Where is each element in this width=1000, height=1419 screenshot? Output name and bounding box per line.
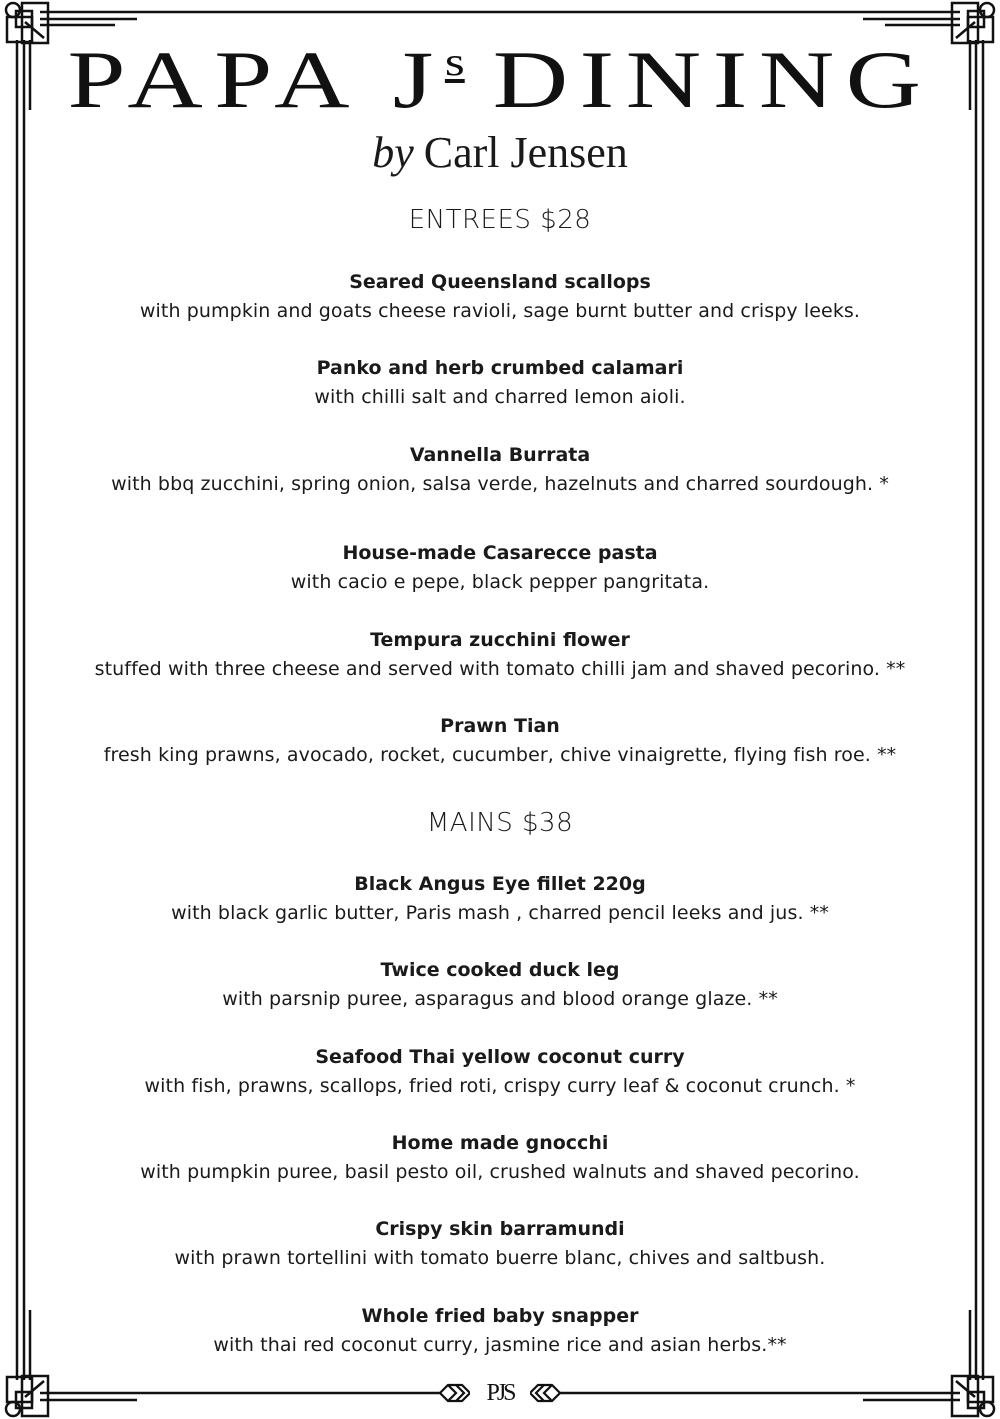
title-text: PAPA J <box>67 34 445 125</box>
menu-item <box>0 712 1000 770</box>
menu-item <box>0 354 1000 412</box>
dish-description: with pumpkin puree, basil pesto oil, crushed walnuts and shaved pecorino. <box>140 1161 860 1183</box>
menu-item <box>0 441 1000 499</box>
title-superscript: s <box>444 39 465 84</box>
menu-item <box>0 870 1000 928</box>
dish-description: with parsnip puree, asparagus and blood orange glaze. ** <box>222 988 778 1010</box>
footer-monogram: PJS <box>470 1379 530 1407</box>
dish-name: Whole fried baby snapper <box>361 1305 639 1327</box>
corner-ornament-bottom-left <box>6 1376 48 1416</box>
dish-name: Black Angus Eye fillet 220g <box>354 873 646 895</box>
corner-ornament-top-right <box>952 3 994 43</box>
dish-name: Crispy skin barramundi <box>375 1218 625 1240</box>
dish-description: with black garlic butter, Paris mash , charred pencil leeks and jus. ** <box>171 902 829 924</box>
menu-item <box>0 1215 1000 1273</box>
section-heading: MAINS $38 <box>426 808 574 838</box>
dish-name: Seafood Thai yellow coconut curry <box>315 1046 685 1068</box>
menu-item <box>0 539 1000 597</box>
chef-byline <box>0 128 1000 178</box>
menu-item <box>0 626 1000 684</box>
dish-name: Twice cooked duck leg <box>380 959 620 981</box>
dish-description: fresh king prawns, avocado, rocket, cucumber, chive vinaigrette, flying fish roe. ** <box>103 744 897 766</box>
title-text-end: DINING <box>492 34 933 125</box>
dish-description: stuffed with three cheese and served with tomato chilli jam and shaved pecorino. ** <box>94 658 906 680</box>
menu-item <box>0 1129 1000 1187</box>
dish-name: Tempura zucchini flower <box>370 629 630 651</box>
dish-name: Panko and herb crumbed calamari <box>316 357 684 379</box>
dish-description: with chilli salt and charred lemon aioli. <box>314 386 686 408</box>
dish-name: Seared Queensland scallops <box>349 271 651 293</box>
dish-name: Prawn Tian <box>440 715 560 737</box>
corner-ornament-top-left <box>6 3 48 43</box>
dish-name: House-made Casarecce pasta <box>342 542 658 564</box>
menu-item <box>0 1302 1000 1360</box>
dish-description: with cacio e pepe, black pepper pangritata. <box>290 571 710 593</box>
byline-by: by <box>372 128 414 177</box>
dish-description: with thai red coconut curry, jasmine rice and asian herbs.** <box>213 1334 787 1356</box>
menu-item <box>0 956 1000 1014</box>
dish-description: with fish, prawns, scallops, fried roti, crispy curry leaf & coconut crunch. * <box>144 1075 856 1097</box>
section-heading: ENTREES $28 <box>408 205 592 235</box>
dish-description: with bbq zucchini, spring onion, salsa verde, hazelnuts and charred sourdough. * <box>111 473 889 495</box>
dish-name: Vannella Burrata <box>409 444 591 466</box>
dish-description: with prawn tortellini with tomato buerre blanc, chives and saltbush. <box>174 1247 826 1269</box>
dish-description: with pumpkin and goats cheese ravioli, sage burnt butter and crispy leeks. <box>139 300 861 322</box>
dish-name: Home made gnocchi <box>391 1132 609 1154</box>
corner-ornament-bottom-right <box>952 1376 994 1416</box>
menu-item <box>0 268 1000 326</box>
menu-item <box>0 1043 1000 1101</box>
chef-name: Carl Jensen <box>423 128 628 177</box>
restaurant-title <box>0 34 1000 125</box>
